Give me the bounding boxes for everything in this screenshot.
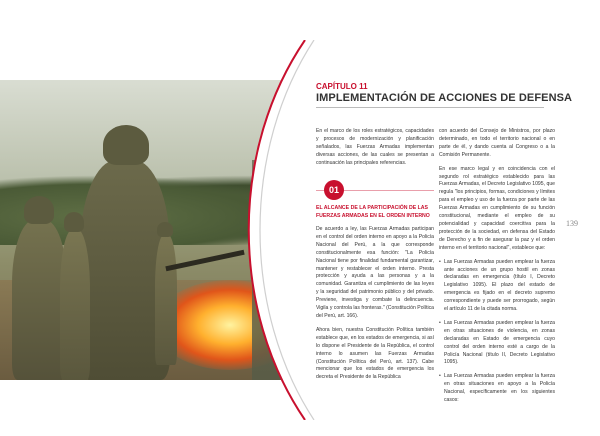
section-paragraph: De acuerdo a ley, las Fuerzas Armadas participan en el control del orden interno en apoyo a la Policía Nacional del Perú, a la que corresponde constitucionalmente esa función: "La Policía Nacional tiene por finalidad fundamental garantizar, mantener y restablecer el orden interno. Presta protección y ayuda a las personas y a la comunidad. Garantiza el cumplimiento de las leyes y la seguridad del patrimonio público y del privado. Previene, investiga y combate la delincuencia. Vigila y controla las fronteras." (Constitución Política del Perú, art. 166). — [316, 226, 434, 319]
bullet-item: • Las Fuerzas Armadas pueden emplear la fuerza ante acciones de un grupo hostil en zonas declaradas en emergencia (título I, Decreto Legislativo 1095). El plazo del estado de emergencia es fijado en el decreto supremo correspondiente y puede ser prorrogado, según el artículo 11 de la citada norma. — [439, 259, 555, 314]
intro-paragraph: En el marco de los roles estratégicos, capacidades y procesos de modernización y planificación señalados, las Fuerzas Armadas implementan diversas acciones, de las cuales se presentan a continuación las principales referencias. — [316, 128, 434, 166]
bullet-item: • Las Fuerzas Armadas pueden emplear la fuerza en otras situaciones en apoyo a la Policía Nacional, específicamente en los siguientes casos: — [439, 373, 555, 405]
right-column — [439, 128, 555, 411]
soldier-figure — [155, 235, 177, 365]
bullet-item: • Las Fuerzas Armadas pueden emplear la fuerza en otras situaciones de violencia, en zonas declaradas en Estado de emergencia cuyo control del orden interno esté a cargo de la Policía Nacional (título II, Decreto Legislativo 1095). — [439, 320, 555, 367]
soldier-figure — [60, 230, 90, 380]
section-body — [316, 226, 434, 388]
chapter-label: CAPÍTULO 11 — [316, 82, 368, 91]
intro-column — [316, 128, 434, 174]
soldier-helmet — [64, 212, 84, 232]
section-paragraph: Ahora bien, nuestra Constitución Política también establece que, en los estados de emergencia, si así lo dispone el Presidente de la República, el control interno lo asumen las Fuerzas Armadas (Constitución Política del Perú, art. 137). Cabe mencionar que los estados de emergencia los decreta el Presidente de la República — [316, 326, 434, 381]
right-paragraph: con acuerdo del Consejo de Ministros, por plazo determinado, en todo el territorio nacional o en parte de él, y dando cuenta al Congreso o a la Comisión Permanente. — [439, 128, 555, 158]
bullet-list — [439, 259, 555, 405]
page-number: 139 — [566, 219, 578, 228]
soldier-helmet — [157, 222, 173, 237]
soldier-helmet — [103, 125, 149, 165]
right-paragraph: En ese marco legal y en coincidencia con el segundo rol estratégico establecido para las Fuerzas Armadas, el Decreto Legislativo 1095, que regula "los principios, formas, condiciones y límites para el empleo y uso de la fuerza por parte de las Fuerzas Armadas en cumplimiento de su función constitucional, mediante el empleo de su potencialidad y capacidad coercitiva para la protección de la sociedad, en defensa del Estado de Derecho y a fin de asegurar la paz y el orden interno en el territorio nacional", establece que: — [439, 165, 555, 251]
section-number-badge: 01 — [324, 180, 344, 200]
title-divider — [316, 107, 544, 108]
soldier-helmet — [24, 196, 54, 224]
section-heading: EL ALCANCE DE LA PARTICIPACIÓN DE LAS FUERZAS ARMADAS EN EL ORDEN INTERNO — [316, 205, 430, 219]
soldier-figure — [12, 220, 67, 380]
chapter-title: IMPLEMENTACIÓN DE ACCIONES DE DEFENSA — [316, 92, 573, 104]
